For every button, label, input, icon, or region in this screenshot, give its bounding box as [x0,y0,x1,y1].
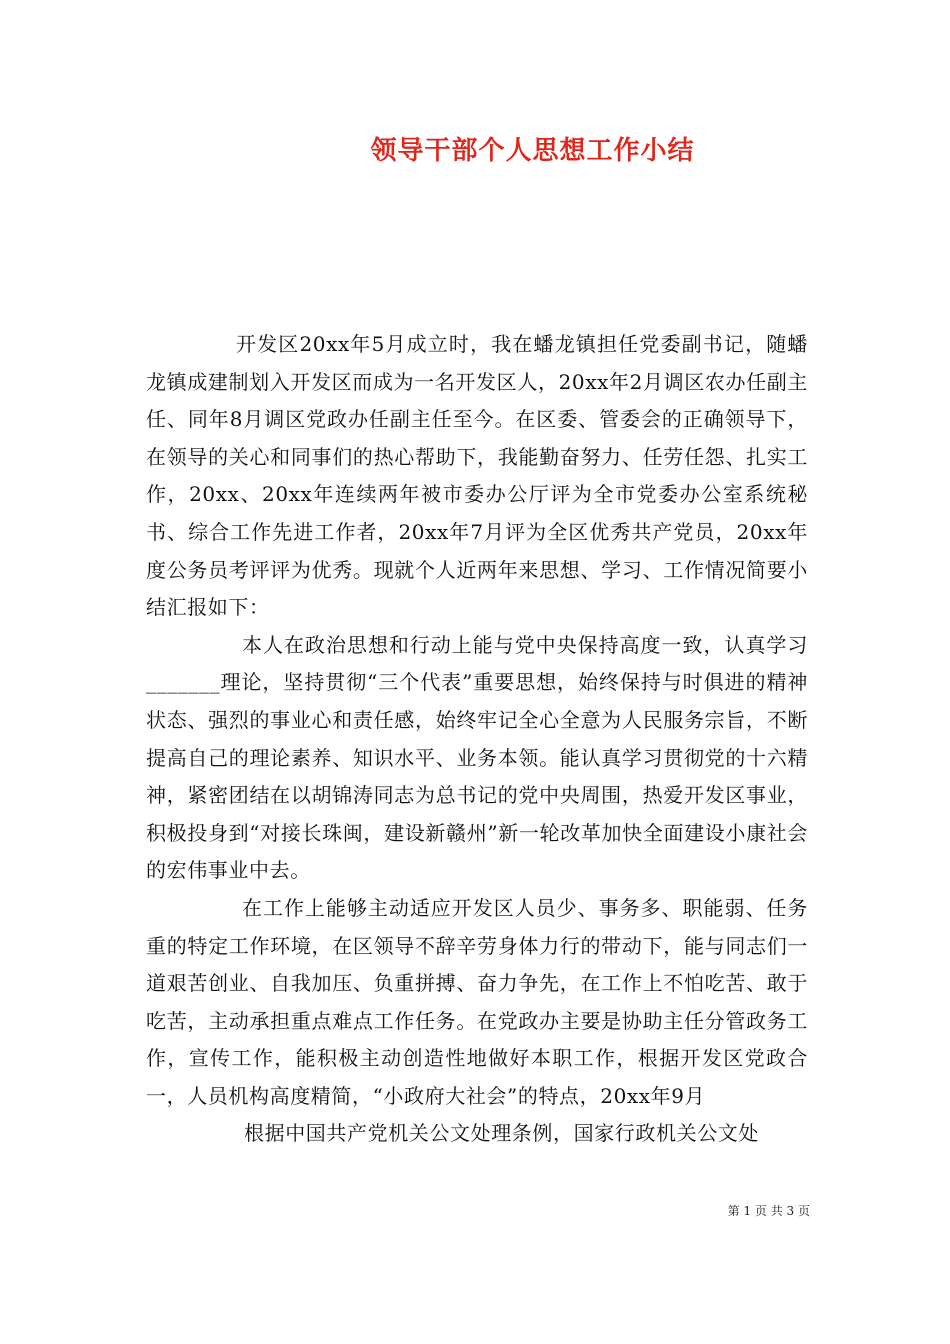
document-title: 领导干部个人思想工作小结 [370,136,695,166]
paragraph-document-processing: 根据中国共产党机关公文处理条例，国家行政机关公文处 [244,1121,759,1146]
document-body [146,326,808,1153]
paragraph-work: 在工作上能够主动适应开发区人员少、事务多、职能弱、任务重的特定工作环境，在区领导不辞辛劳身体力行的带动下，能与同志们一道艰苦创业、自我加压、负重拼搏、奋力争先，在工作上不怕吃苦、敢于吃苦，主动承担重点难点工作任务。在党政办主要是协助主任分管政务工作，宣传工作，能积极主动创造性地做好本职工作，根据开发区党政合一，人员机构高度精简，“小政府大社会”的特点，20xx年9月 [146,895,808,1108]
paragraph-political-thought: 本人在政治思想和行动上能与党中央保持高度一致，认真学习_______理论，坚持贯彻“三个代表”重要思想，始终保持与时俱进的精神状态、强烈的事业心和责任感，始终牢记全心全意为人民服务宗旨，不断提高自己的理论素养、知识水平、业务本领。能认真学习贯彻党的十六精神，紧密团结在以胡锦涛同志为总书记的党中央周围，热爱开发区事业，积极投身到“对接长珠闽，建设新赣州”新一轮改革加快全面建设小康社会的宏伟事业中去。 [146,632,808,883]
page-number-footer: 第 1 页 共 3 页 [727,1204,810,1218]
paragraph-intro: 开发区20xx年5月成立时，我在蟠龙镇担任党委副书记，随蟠龙镇成建制划入开发区而成为一名开发区人，20xx年2月调区农办任副主任、同年8月调区党政办任副主任至今。在区委、管委会的正确领导下，在领导的关心和同事们的热心帮助下，我能勤奋努力、任劳任怨、扎实工作，20xx、20xx年连续两年被市委办公厅评为全市党委办公室系统秘书、综合工作先进工作者，20xx年7月评为全区优秀共产党员，20xx年度公务员考评评为优秀。现就个人近两年来思想、学习、工作情况简要小结汇报如下： [146,332,808,620]
